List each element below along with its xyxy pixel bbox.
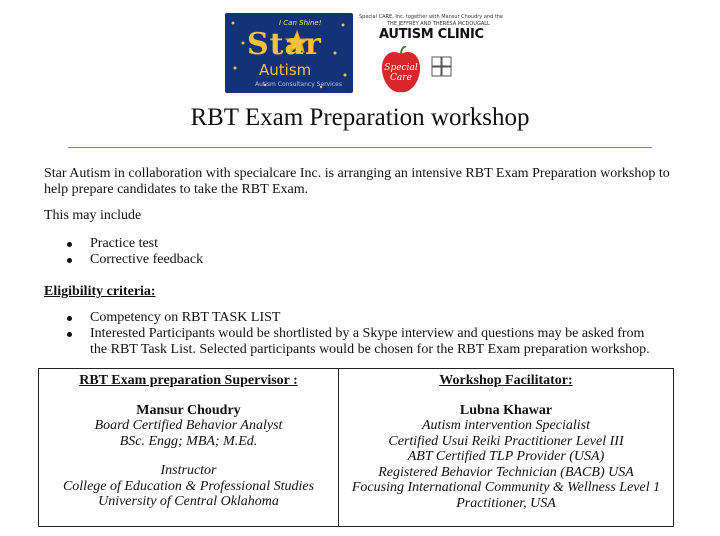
- facilitator-box: [338, 368, 674, 527]
- svg-text:Special: Special: [384, 63, 418, 73]
- supervisor-name: Mansur Choudry: [136, 402, 241, 418]
- star-autism-logo: [225, 13, 353, 93]
- facilitator-credential: Autism intervention Specialist: [422, 418, 590, 433]
- clinic-line2: THE JEFFREY AND THERESA MCDOUGALL: [387, 21, 490, 27]
- list-item: Corrective feedback: [64, 252, 203, 268]
- title-divider: [68, 147, 652, 148]
- facilitator-credential: Registered Behavior Technician (BACB) USA: [378, 464, 634, 480]
- supervisor-credential: BSc. Engg; MBA; M.Ed.: [119, 433, 258, 449]
- eligibility-list: [64, 310, 664, 358]
- facilitator-credential: Practitioner, USA: [456, 495, 556, 511]
- list-item: Interested Participants would be shortlisted by a Skype interview and questions may be asked from the RBT Task List. Selected participants would be chosen for the RBT Exam preparation workshop.: [64, 326, 664, 358]
- supervisor-role: College of Education & Professional Studies: [62, 478, 315, 494]
- puzzle-piece-icon: [429, 54, 455, 82]
- logo-subtitle: Autism Consultancy Services: [255, 81, 342, 88]
- list-item: Competency on RBT TASK LIST: [64, 310, 664, 326]
- facilitator-credential: ABT Certified TLP Provider (USA): [407, 449, 605, 464]
- supervisor-box: [38, 368, 339, 527]
- logo-word-autism: Autism: [259, 61, 312, 79]
- eligibility-heading: Eligibility criteria:: [44, 284, 156, 299]
- may-include-label: This may include: [44, 208, 142, 223]
- clinic-name: AUTISM CLINIC: [379, 27, 484, 42]
- facilitator-name: Lubna Khawar: [459, 402, 553, 418]
- include-list: [64, 236, 203, 268]
- autism-clinic-logo: [357, 14, 504, 98]
- logo-tagline-top: I Can Shine!: [279, 19, 322, 27]
- supervisor-credential: Board Certified Behavior Analyst: [94, 418, 283, 433]
- page-title: RBT Exam Preparation workshop: [190, 104, 530, 131]
- svg-text:Care: Care: [390, 73, 412, 83]
- intro-paragraph: Star Autism in collaboration with specialcare Inc. is arranging an intensive RBT Exam Preparation workshop to help prepare candidates to take the RBT Exam.: [44, 166, 670, 197]
- special-care-apple-icon: [379, 46, 423, 96]
- clinic-line1: Special CARE, Inc. together with Mansur Choudry and the: [359, 14, 504, 20]
- facilitator-credential: Focusing International Community & Wellness Level 1: [351, 480, 661, 495]
- list-item: Practice test: [64, 236, 203, 252]
- facilitator-credential: Certified Usui Reiki Practitioner Level III: [388, 433, 624, 449]
- supervisor-role: Instructor: [160, 463, 217, 478]
- facilitator-heading: Workshop Facilitator:: [439, 373, 573, 388]
- supervisor-heading: RBT Exam preparation Supervisor :: [79, 373, 298, 388]
- supervisor-role: University of Central Oklahoma: [98, 494, 279, 509]
- logo-word-star: Star: [247, 27, 322, 62]
